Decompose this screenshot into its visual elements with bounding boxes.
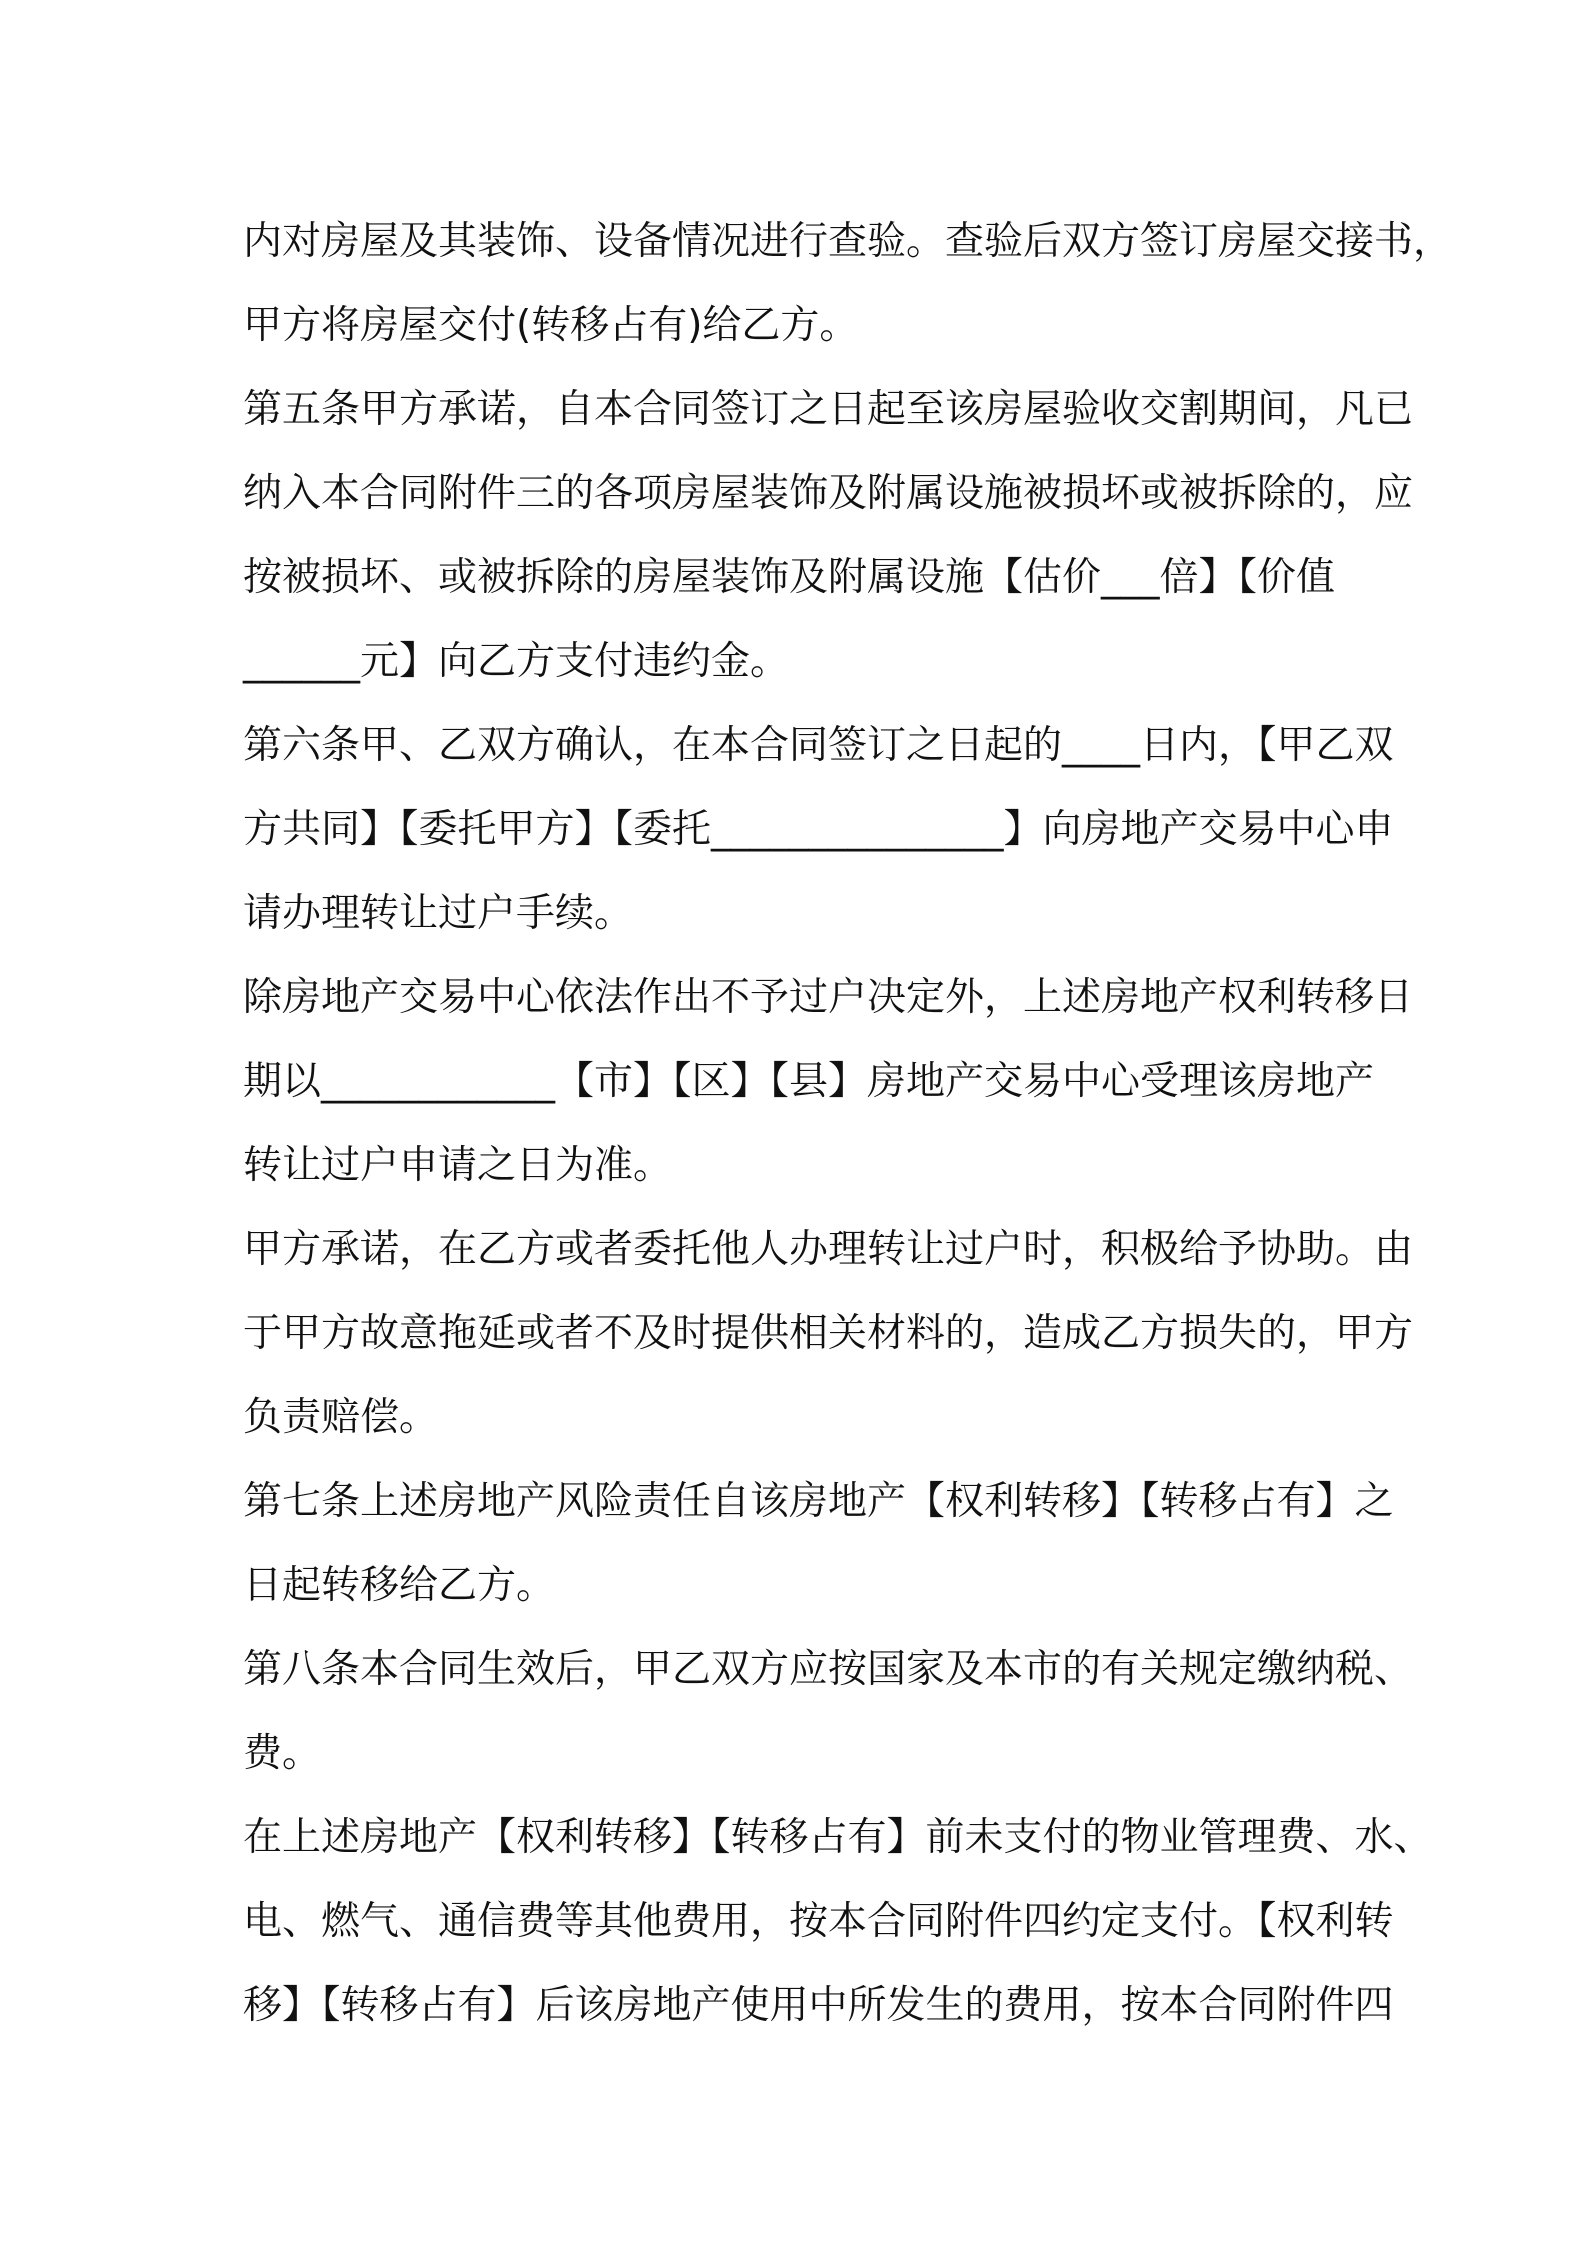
text-line: 内对房屋及其装饰、设备情况进行查验。查验后双方签订房屋交接书，: [243, 219, 1453, 264]
text-line: 期以____________【市】【区】【县】房地产交易中心受理该房地产: [243, 1059, 1375, 1104]
text-line: 方共同】【委托甲方】【委托_______________】向房地产交易中心申: [243, 807, 1394, 852]
text-line: 第五条甲方承诺，自本合同签订之日起至该房屋验收交割期间，凡已: [243, 387, 1414, 432]
text-line: 负责赔偿。: [243, 1395, 439, 1440]
text-line: 甲方承诺，在乙方或者委托他人办理转让过户时，积极给予协助。由: [243, 1227, 1414, 1272]
text-line: 纳入本合同附件三的各项房屋装饰及附属设施被损坏或被拆除的，应: [243, 471, 1414, 516]
document-body: [243, 200, 1453, 2048]
text-line: 第八条本合同生效后，甲乙双方应按国家及本市的有关规定缴纳税、: [243, 1647, 1414, 1692]
text-line: 日起转移给乙方。: [243, 1563, 556, 1608]
text-line: 移】【转移占有】后该房地产使用中所发生的费用，按本合同附件四: [243, 1983, 1394, 2028]
text-line: 第七条上述房地产风险责任自该房地产【权利转移】【转移占有】之: [243, 1479, 1394, 1524]
text-line: 转让过户申请之日为准。: [243, 1143, 673, 1188]
text-line: 按被损坏、或被拆除的房屋装饰及附属设施【估价___倍】【价值: [243, 555, 1336, 600]
text-line: 于甲方故意拖延或者不及时提供相关材料的，造成乙方损失的，甲方: [243, 1311, 1414, 1356]
text-line: 除房地产交易中心依法作出不予过户决定外，上述房地产权利转移日: [243, 975, 1414, 1020]
text-line: 请办理转让过户手续。: [243, 891, 634, 936]
text-line: 第六条甲、乙双方确认，在本合同签订之日起的____日内，【甲乙双: [243, 723, 1394, 768]
text-line: 在上述房地产【权利转移】【转移占有】前未支付的物业管理费、水、: [243, 1815, 1433, 1860]
text-line: 费。: [243, 1731, 322, 1776]
text-line: 甲方将房屋交付(转移占有)给乙方。: [243, 303, 859, 348]
text-line: ______元】向乙方支付违约金。: [243, 639, 790, 684]
text-line: 电、燃气、通信费等其他费用，按本合同附件四约定支付。【权利转: [243, 1899, 1394, 1944]
